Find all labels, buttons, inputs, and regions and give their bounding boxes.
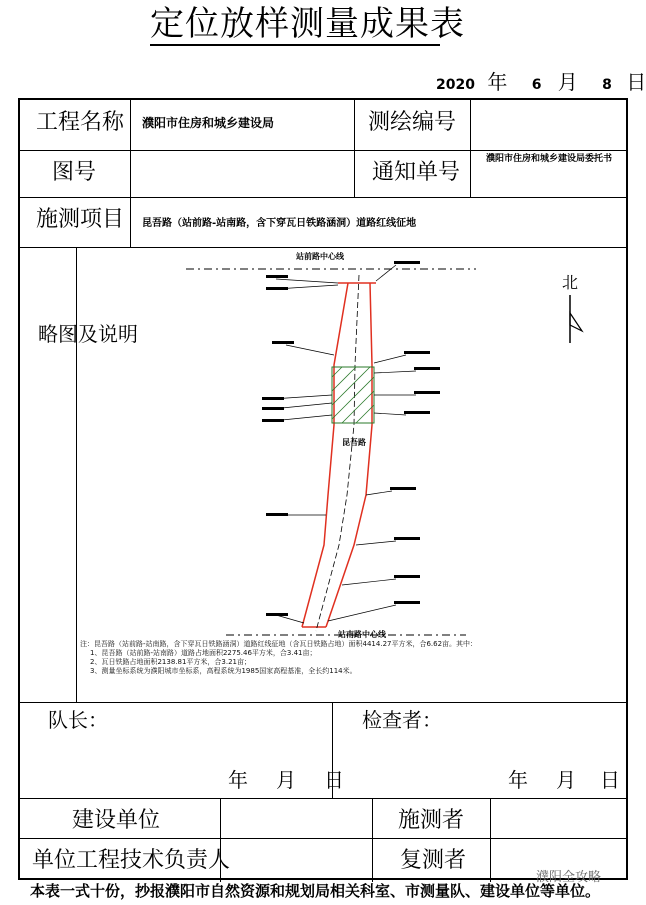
construction-unit-label: 建设单位 — [72, 808, 161, 833]
sign-date-right-year: 年 — [508, 768, 528, 792]
project-name-value: 濮阳市住房和城乡建设局 — [142, 116, 275, 130]
sketch-notes — [80, 640, 500, 676]
middle-road-label: 昆吾路 — [342, 438, 366, 447]
tech-lead-label: 单位工程技术负责人 — [32, 848, 231, 873]
watermark: 濮阳全攻略 — [536, 870, 602, 885]
sign-date-left-day: 日 — [324, 768, 344, 792]
checker-label: 复测者 — [400, 848, 467, 873]
document-date — [436, 68, 646, 96]
date-day: 8 — [602, 77, 612, 93]
sign-date-right-month: 月 — [556, 768, 576, 792]
notice-number-label: 通知单号 — [372, 160, 461, 185]
distribution-note: 本表一式十份，抄报濮阳市自然资源和规划局相关科室、市测量队、建设单位等单位。 — [30, 882, 601, 900]
sign-date-left-month: 月 — [276, 768, 296, 792]
team-leader-label: 队长： — [48, 708, 108, 732]
sketch-note: 3、测量坐标系统为濮阳城市坐标系，高程系统为1985国家高程基准，全长约114米。 — [90, 667, 357, 675]
sketch-note: 2、瓦日铁路占地面积2138.81平方米，合3.21亩； — [90, 658, 251, 666]
surveyor-label: 施测者 — [398, 808, 465, 833]
survey-item-label: 施测项目 — [36, 207, 125, 232]
date-year-unit: 年 — [487, 70, 508, 94]
project-name-label: 工程名称 — [36, 110, 125, 135]
document-title: 定位放样测量成果表 — [150, 4, 465, 44]
date-month: 6 — [531, 77, 542, 93]
date-day-unit: 日 — [626, 70, 646, 94]
site-sketch — [76, 245, 628, 700]
sketch-note: 注：昆吾路（站前路-站南路，含下穿瓦日铁路涵洞）道路红线征地（含瓦日铁路占地）面积4414.27平方米，合6.62亩。其中： — [80, 640, 478, 648]
north-label: 北 — [562, 273, 579, 292]
survey-item-value: 昆吾路（站前路-站南路，含下穿瓦日铁路涵洞）道路红线征地 — [142, 218, 417, 229]
inspector-label: 检查者： — [362, 708, 442, 732]
sketch-note: 1、昆吾路（站前路-站南路）道路占地面积2275.46平方米，合3.41亩； — [90, 649, 317, 657]
sign-date-left-year: 年 — [228, 768, 248, 792]
top-road-label: 站前路中心线 — [296, 252, 344, 261]
site-sketch-drawing — [76, 245, 628, 700]
date-year: 2020 — [436, 77, 475, 93]
sketch-label: 略图及说明 — [38, 322, 138, 346]
date-month-unit: 月 — [557, 70, 578, 94]
notice-number-value: 濮阳市住房和城乡建设局委托书 — [486, 154, 613, 164]
drawing-number-label: 图号 — [52, 160, 97, 185]
bottom-road-label: 站南路中心线 — [338, 630, 386, 639]
sign-date-right-day: 日 — [600, 768, 620, 792]
survey-number-label: 测绘编号 — [368, 110, 457, 135]
